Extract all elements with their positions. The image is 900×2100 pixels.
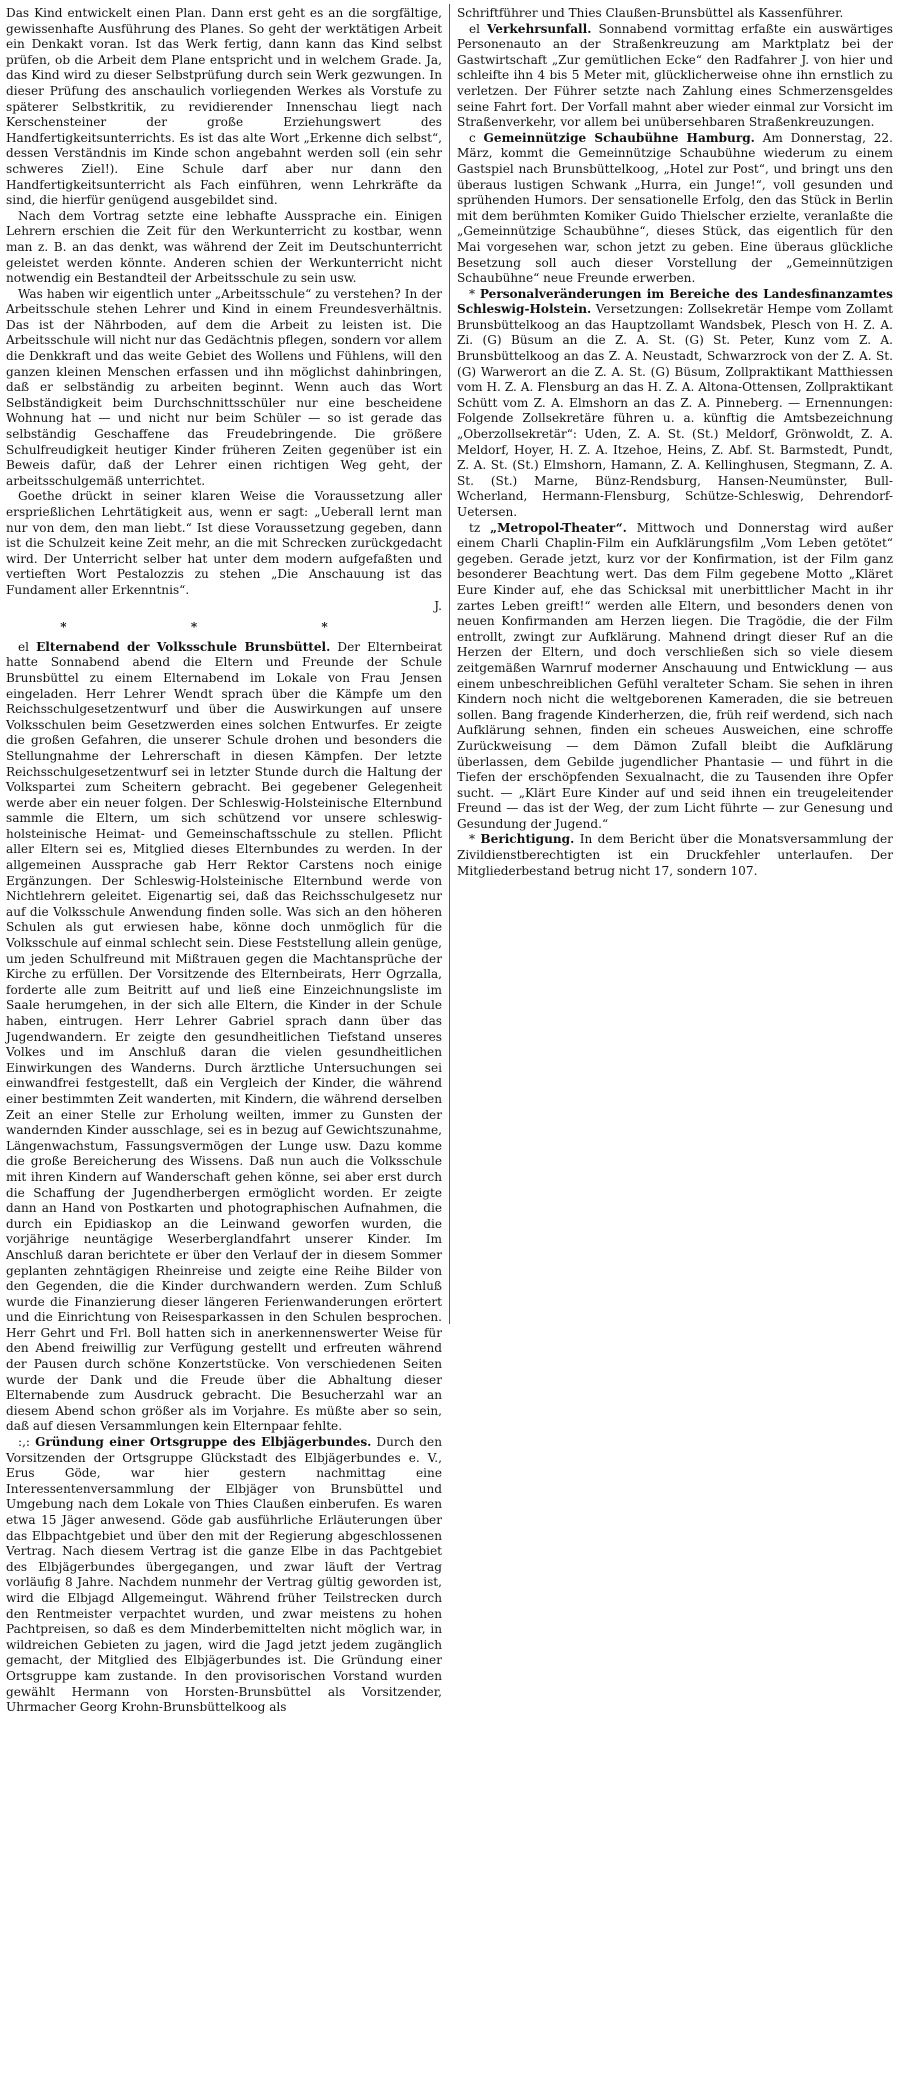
schaubuehne-article [457,131,893,287]
right-column [457,6,893,879]
article-paragraph: Goethe drückt in seiner klaren Weise die Voraussetzung aller ersprießlichen Lehrtätigkeit aus, wenn er sagt: „Ueberall lernt man nur von dem, den man liebt.“ Ist diese Voraussetzung gegeben, dann ist die Schulzeit keine Zeit mehr, an die mit Schrecken zurückgedacht wird. Der Unterricht selber hat unter dem modern aufgefaßten und vertieften Wort Pestalozzis zu stehen „Die Anschauung ist das Fundament aller Erkenntnis“. [6,489,442,597]
author-signature: J. [434,598,442,613]
article-body: Der Elternbeirat hatte Sonnabend abend die Eltern und Freunde der Schule Brunsbüttel zu einem Elternabend im Lokale von Frau Jensen eingeladen. Herr Lehrer Wendt sprach über die Kämpfe um den Reichsschulgesetzentwurf und über die Auswirkungen auf unsere Volksschulen beim Gesetzwerden eines solchen Entwurfes. Er zeigte die großen Gefahren, die unserer Schule drohen und besonders die Stellungnahme der Lehrerschaft in diesen Kämpfen. Der letzte Reichsschulgesetzentwurf sei in letzter Stunde durch die Haltung der Volkspartei zum Scheitern gebracht. Bei gegebener Gelegenheit werde aber ein neuer folgen. Der Schleswig-Holsteinische Elternbund sammle die Eltern, um sich schützend vor unsere schleswig-holsteinische Heimat- und Gemeinschaftsschule zu stellen. Pflicht aller Eltern sei es, Mitglied dieses Elternbundes zu werden. In der allgemeinen Aussprache gab Herr Rektor Carstens noch einige Ergänzungen. Der Schleswig-Holsteinische Elternbund werde von Nichtlehrern geleitet. Eigenartig sei, daß das Reichsschulgesetz nur auf die Volksschule Anwendung finden solle. Was sich an den höheren Schulen als gut erwiesen habe, könne doch unmöglich für die Volksschule auf einmal schlecht sein. Diese Feststellung allein genüge, um jeden Schulfreund mit Mißtrauen gegen die Machtansprüche der Kirche zu erfüllen. Der Vorsitzende des Elternbeirats, Herr Ogrzalla, forderte alle zum Beitritt auf und ließ eine Einzeichnungsliste im Saale herumgehen, in der sich alle Eltern, die Kinder in der Schule haben, eintrugen. Herr Lehrer Gabriel sprach dann über das Jugendwandern. Er zeigte den gesundheitlichen Tiefstand unseres Volkes und im Anschluß daran die vielen gesundheitlichen Einwirkungen des Wanderns. Durch ärztliche Untersuchungen sei einwandfrei festgestellt, daß ein Vergleich der Kinder, die während einer bestimmten Zeit wanderten, mit Kindern, die während derselben Zeit an einer Stelle zur Erholung weilten, immer zu Gunsten der wandernden Kinder ausschlage, sei es in bezug auf Gewichtszunahme, Längenwachstum, Fassungsvermögen der Lunge usw. Dazu komme die große Bereicherung des Wissens. Daß nun auch die Volksschule mit ihren Kindern auf Wanderschaft gehen könne, sei aber erst durch die Schaffung der Jugendherbergen ermöglicht worden. Er zeigte dann an Hand von Postkarten und photographischen Aufnahmen, die durch ein Epidiaskop an die Leinwand geworfen wurden, die vorjährige neuntägige Weserberglandfahrt unserer Kinder. Im Anschluß daran berichtete er über den Verlauf der in diesem Sommer geplanten zehntägigen Rheinreise und zeigte eine Reihe Bilder von den Gegenden, die die Kinder durchwandern werden. Zum Schluß wurde die Finanzierung dieser längeren Ferienwanderungen erörtert und die Einrichtung von Reisesparkassen in den Schulen besprochen. Herr Gehrt und Frl. Boll hatten sich in anerkennenswerter Weise für den Abend freiwillig zur Verfügung gestellt und erfreuten während der Pausen durch schöne Konzertstücke. Von verschiedenen Seiten wurde der Dank und die Freude über die Abhaltung dieser Elternabende zum Ausdruck gebracht. Die Besucherzahl war an diesem Abend schon größer als im Vorjahre. Es müßte aber so sein, daß auf diesen Versammlungen kein Elternpaar fehlte. [6,639,442,1434]
elternabend-article [6,640,442,1435]
article-prefix: c [469,130,476,145]
article-paragraph: Nach dem Vortrag setzte eine lebhafte Aussprache ein. Einigen Lehrern erschien die Zeit für den Werkunterricht zu kostbar, wenn man z. B. an das denkt, was während der Zeit im Deutschunterricht geleistet werden könnte. Anderen schien der Werkunterricht nicht notwendig ein Bestandteil der Arbeitsschule zu sein usw. [6,208,442,286]
gruendung-article [6,1435,442,1716]
article-headline: Personalveränderungen im Bereiche des Landesfinanzamtes Schleswig-Holstein. [457,286,893,317]
left-column [6,6,442,1716]
article-prefix: el [18,639,30,654]
article-prefix: el [469,21,481,36]
article-body: Mittwoch und Donnerstag wird außer einem Charli Chaplin-Film ein Aufklärungsfilm „Vom Leben getötet“ gegeben. Gerade jetzt, kurz vor der Konfirmation, ist der Film ganz besonderer Beachtung wert. Das dem Film gegebene Motto „Kläret Eure Kinder auf, ehe das Schicksal mit unerbittlicher Macht in ihr zartes Leben greift!“ werden alle Eltern, und besonders denen von neuen Konfirmanden am Herzen liegen. Die Tragödie, die der Film entrollt, zwingt zur Aufklärung. Mahnend dringt dieser Ruf an die Herzen der Eltern, und doch verschließen sich so viele diesem zeitgemäßen Warnruf moderner Anschauung und Entwicklung — aus einem unbeschreiblichen Gefühl veralteter Scham. Sie sehen in ihren Kindern noch nicht die weltgeborenen Kameraden, die sie betreuen sollen. Bang fragende Kinderherzen, die, früh reif werdend, sich nach Aufklärung sehnen, finden ein scheues Ausweichen, eine schroffe Zurückweisung — dem Dämon Zufall bleibt die Aufklärung überlassen, dem Gebilde jugendlicher Phantasie — und führt in die Tiefen der erschöpfenden Sexualnacht, die zu Tausenden ihre Opfer sucht. — „Klärt Eure Kinder auf und seid ihnen ein treugeleitender Freund — das ist der Weg, der zum Licht führte — zur Genesung und Gesundung der Jugend.“ [457,520,893,831]
article-prefix: :,: [18,1435,30,1450]
article-prefix: * [469,832,476,847]
column-divider [449,4,450,1324]
section-separator: * * * [60,620,388,635]
article-headline: Berichtigung. [480,832,575,847]
article-headline: „Metropol-Theater“. [490,520,627,535]
berichtigung-article [457,832,893,879]
metropol-article [457,521,893,833]
article-headline: Gemeinnützige Schaubühne Hamburg. [483,130,755,145]
article-prefix: * [469,286,476,301]
article-body: Durch den Vorsitzenden der Ortsgruppe Glückstadt des Elbjägerbundes e. V., Erus Göde, war hier gestern nachmittag eine Interessentenversammlung der Elbjäger von Brunsbüttel und Umgebung nach dem Lokale von Thies Claußen einberufen. Es waren etwa 15 Jäger anwesend. Göde gab ausführliche Erläuterungen über das Elbpachtgebiet und über den mit der Regierung abgeschlossenen Vertrag. Nach diesem Vertrag ist die ganze Elbe in das Pachtgebiet des Elbjägerbundes übergegangen, und zwar läuft der Vertrag vorläufig 8 Jahre. Nachdem nunmehr der Vertrag gültig geworden ist, wird die Elbjagd Allgemeingut. Während früher Teilstrecken durch den Rentmeister verpachtet wurden, und zwar meistens zu hohen Pachtpreisen, so daß es dem Minderbemittelten nicht möglich war, in wildreichen Gebieten zu jagen, wird die Jagd jetzt jedem zugänglich gemacht, der Mitglied des Elbjägerbundes ist. Die Gründung einer Ortsgruppe kam zustande. In den provisorischen Vorstand wurden gewählt Hermann von Horsten-Brunsbüttel als Vorsitzender, Uhrmacher Georg Krohn-Brunsbüttelkoog als [6,1435,442,1715]
article-body: Am Donnerstag, 22. März, kommt die Gemeinnützige Schaubühne wiederum zu einem Gastspiel nach Brunsbüttelkoog, „Hotel zur Post“, und bringt uns den überaus lustigen Schwank „Hurra, ein Junge!“, voll gesunden und sprühenden Humors. Der sensationelle Erfolg, den das Stück in Berlin mit dem berühmten Komiker Guido Thielscher erzielte, veranlaßte die „Gemeinnützige Schaubühne“, dieses Stück, das eigentlich für den Mai vorgesehen war, schon jetzt zu geben. Eine überaus glückliche Besetzung soll auch dieser Vorstellung der „Gemeinnützigen Schaubühne“ neue Freunde erwerben. [457,130,893,286]
article-headline: Verkehrsunfall. [487,21,592,36]
article-body: In dem Bericht über die Monatsversammlung der Zivildienstberechtigten ist ein Druckfehler unterlaufen. Der Mitgliederbestand betrug nicht 17, sondern 107. [457,832,893,878]
article-body: Sonnabend vormittag erfaßte ein auswärtiges Personenauto an der Straßenkreuzung am Marktplatz bei der Gastwirtschaft „Zur gemütlichen Ecke“ den Radfahrer J. von hier und schleifte ihn 4 bis 5 Meter mit, glücklicherweise ohne ihn ernstlich zu verletzen. Der Führer setzte nach Zahlung eines Schmerzensgeldes seine Fahrt fort. Der Vorfall mahnt aber wieder einmal zur Vorsicht im Straßenverkehr, vor allem bei unübersehbaren Straßenkreuzungen. [457,21,893,130]
article-headline: Elternabend der Volksschule Brunsbüttel. [36,639,331,654]
article-headline: Gründung einer Ortsgruppe des Elbjägerbundes. [35,1435,372,1450]
article-paragraph: Was haben wir eigentlich unter „Arbeitsschule“ zu verstehen? In der Arbeitsschule stehen Lehrer und Kind in einem Freundesverhältnis. Das ist der Nährboden, auf dem die Arbeit zu leisten ist. Die Arbeitsschule will nicht nur das Gedächtnis pflegen, sondern vor allem die Denkkraft und das weite Gebiet des Wollens und Fühlens, will den ganzen kleinen Menschen erfassen und ihn möglichst dahinbringen, daß er selbständig zu arbeiten beginnt. Wenn auch das Wort Selbständigkeit beim Durchschnittsschüler nur eine bescheidene Wohnung hat — und nicht nur beim Schüler — so ist gerade das selbständig Geschaffene das Freudebringende. Die größere Schulfreudigkeit heutiger Kinder früheren Zeiten gegenüber ist ein Beweis dafür, daß der Lehrer einen richtigen Weg geht, der arbeitsschulgemäß unterrichtet. [6,286,442,488]
article-paragraph: Das Kind entwickelt einen Plan. Dann erst geht es an die sorgfältige, gewissenhafte Ausführung des Planes. So geht der werktätigen Arbeit ein Denkakt voran. Ist das Werk fertig, dann kann das Kind selbst prüfen, ob die Arbeit dem Plane entspricht und in welchem Grade. Ja, das Kind wird zu dieser Selbstprüfung durch sein Werk gezwungen. In dieser Prüfung des anschaulich vorliegenden Werkes als Vorstufe zu späterer Selbstkritik, zu revidierender Innenschau liegt nach Kerschensteiner der große Erziehungswert des Handfertigkeitsunterrichts. Es ist das alte Wort „Erkenne dich selbst“, dessen Verständnis im Kinde schon angebahnt werden soll (ein sehr schweres Ziel!). Eine Schule darf aber nur dann den Handfertigkeitsunterricht als Fach einführen, wenn Lehrkräfte da sind, die hierfür genügend ausgebildet sind. [6,6,442,208]
personal-article [457,287,893,521]
article-body: Versetzungen: Zollsekretär Hempe vom Zollamt Brunsbüttelkoog an das Hauptzollamt Wandsbek, Plesch von H. Z. A. Zi. (G) Büsum an die Z. A. St. (G) St. Peter, Kunz vom Z. A. Brunsbüttelkoog an das Z. A. Neustadt, Schwarzrock von der Z. A. St. (G) Warwerort an die Z. A. St. (G) Büsum, Zollpraktikant Matthiessen vom H. Z. A. Flensburg an das H. Z. A. Altona-Ottensen, Zollpraktikant Schütt vom Z. A. Elmshorn an das Z. A. Pinneberg. — Ernennungen: Folgende Zollsekretäre führen u. a. künftig die Amtsbezeichnung „Oberzollsekretär“: Uden, Z. A. St. (St.) Meldorf, Grönwoldt, Z. A. Meldorf, Hoyer, H. Z. A. Itzehoe, Heins, Z. Abf. St. Barmstedt, Pundt, Z. A. St. (St.) Elmshorn, Hamann, Z. A. Kellinghusen, Stegmann, Z. A. St. (St.) Marne, Bünz-Rendsburg, Hansen-Neumünster, Bull-Wcherland, Hermann-Flensburg, Schütze-Schleswig, Dehrendorf-Uetersen. [457,302,893,519]
verkehrsunfall-article [457,22,893,131]
article-continuation: Schriftführer und Thies Claußen-Brunsbüttel als Kassenführer. [457,6,844,20]
article-prefix: tz [469,520,481,535]
